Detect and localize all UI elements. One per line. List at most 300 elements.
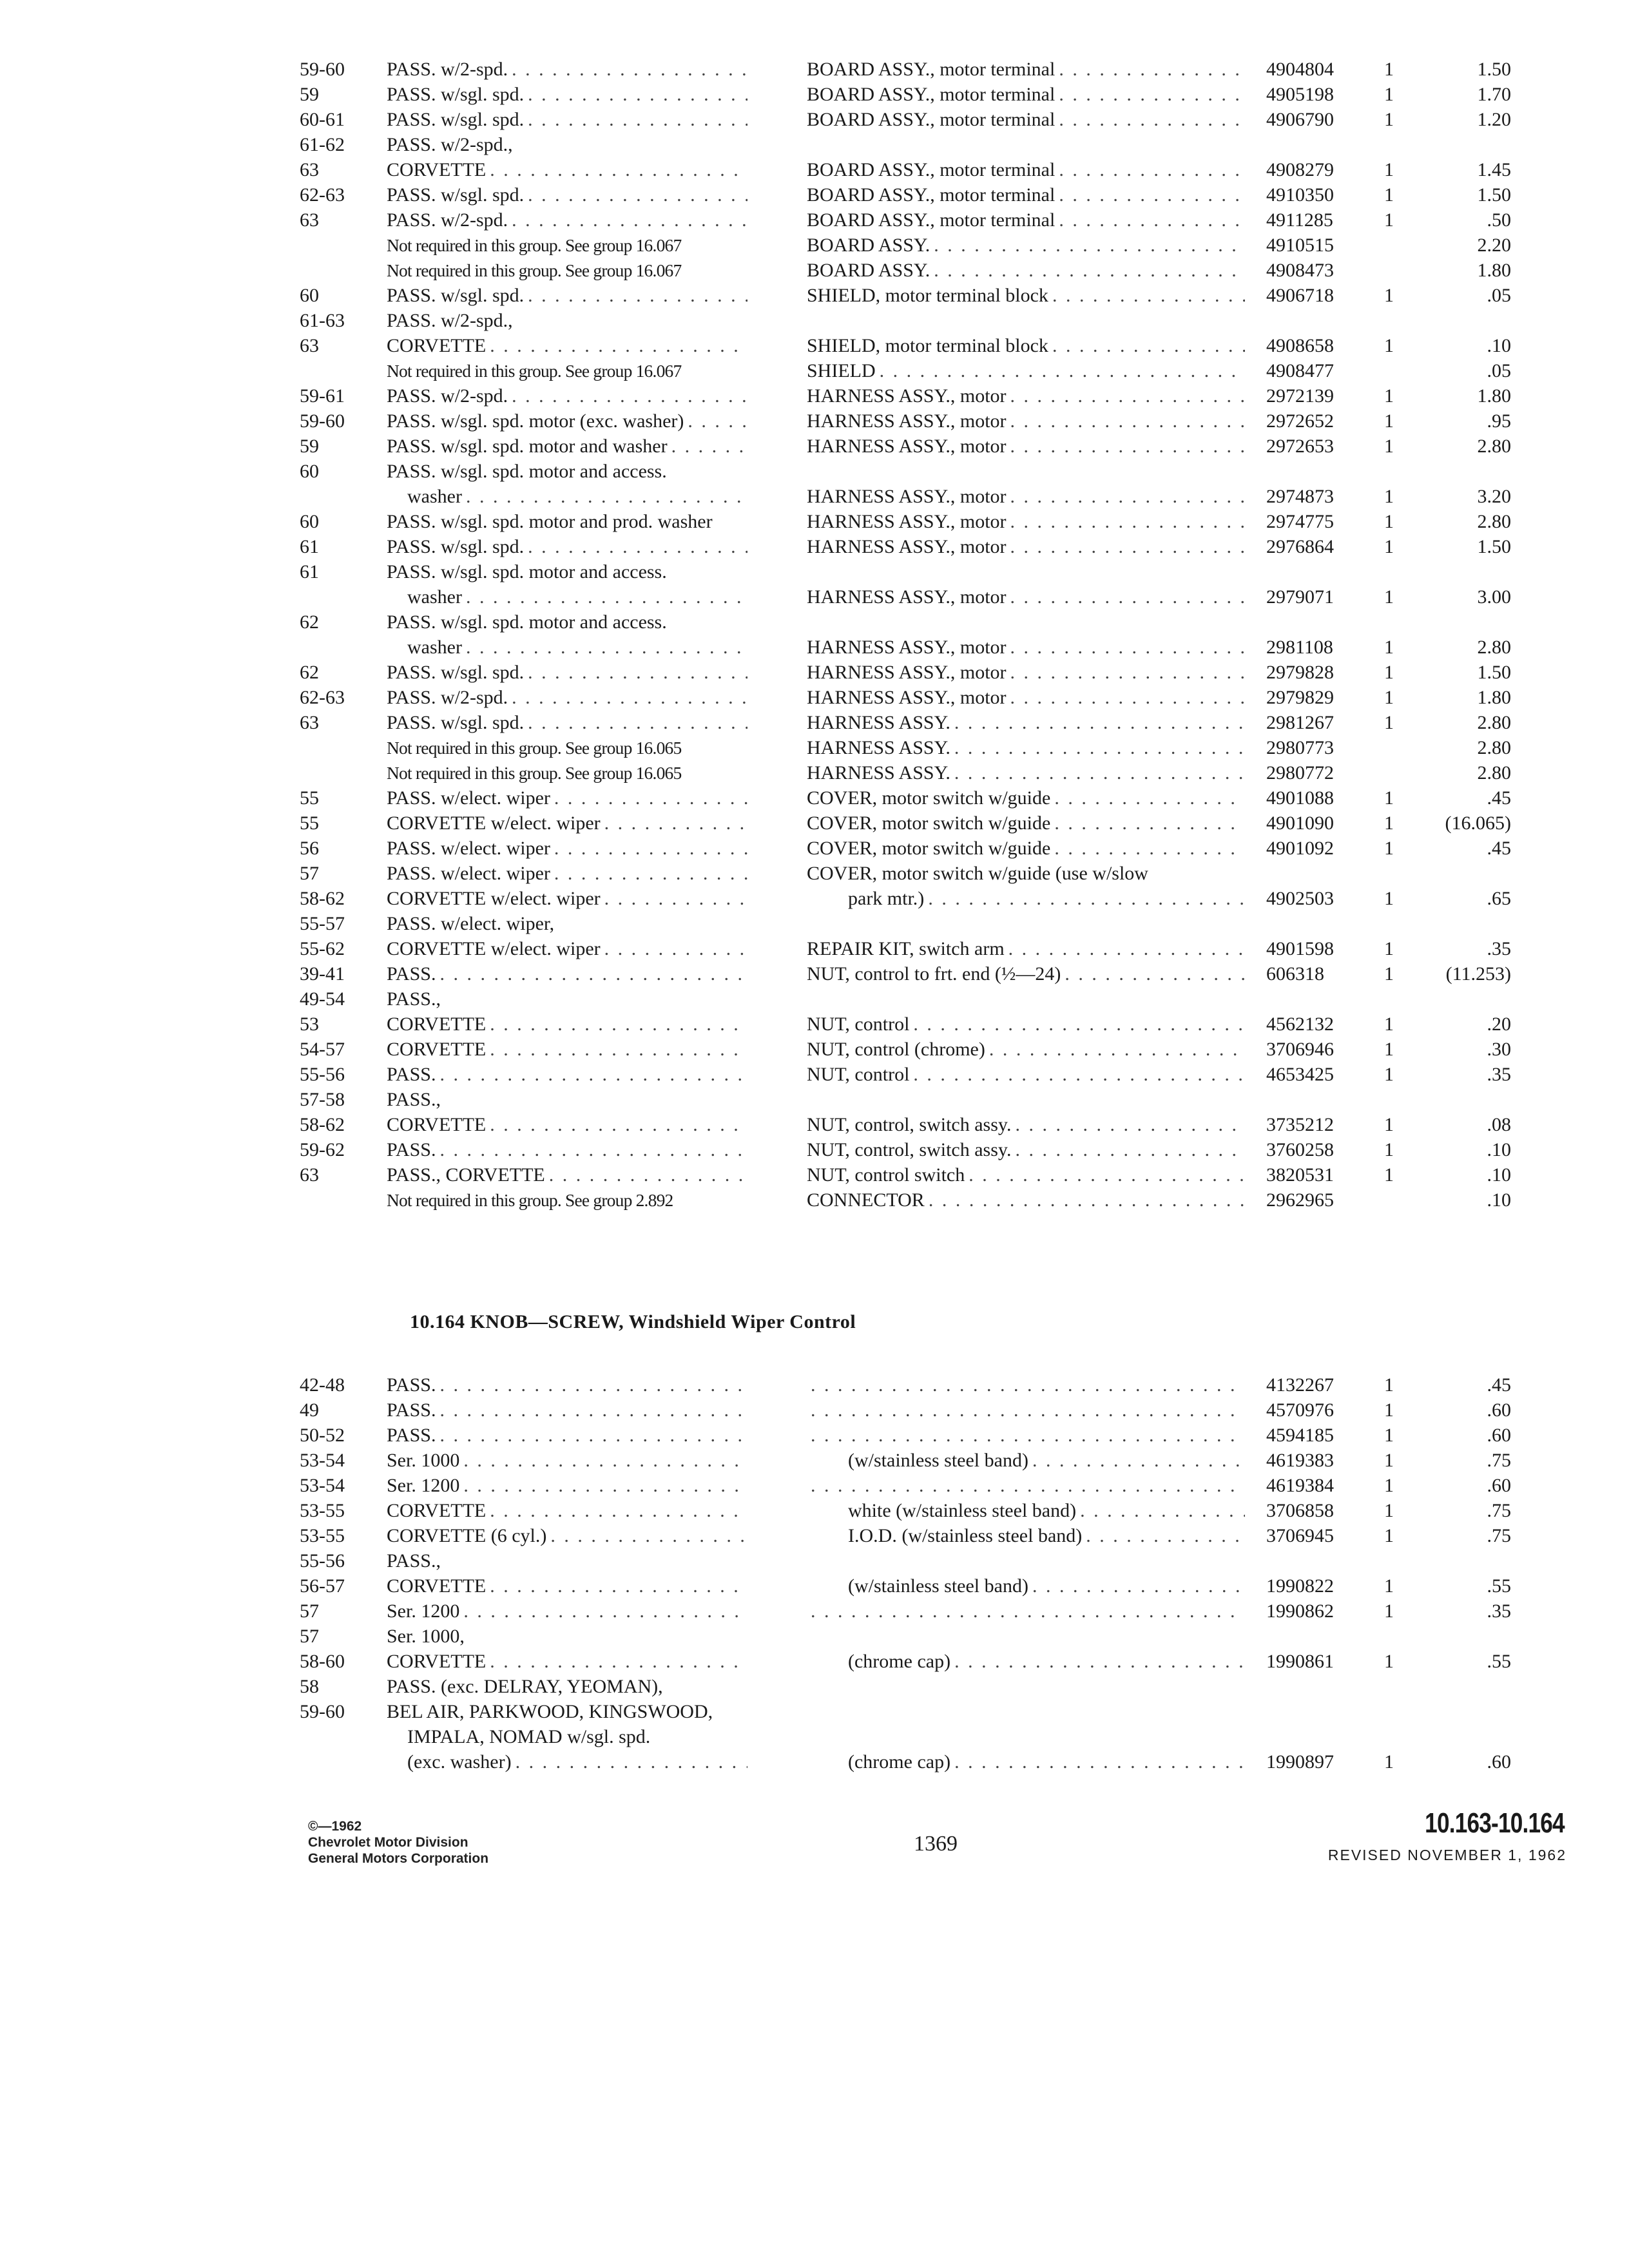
model-cell bbox=[387, 1599, 747, 1624]
dot-leader bbox=[925, 1187, 1245, 1213]
part-number-cell-text: 4901598 bbox=[1266, 938, 1334, 959]
price-cell-text: (16.065) bbox=[1445, 812, 1511, 834]
part-number-cell bbox=[1266, 258, 1350, 283]
dot-leader bbox=[950, 1649, 1245, 1674]
dot-leader bbox=[909, 1062, 1245, 1087]
description-cell bbox=[807, 936, 1245, 961]
part-number-cell-text: 4132267 bbox=[1266, 1374, 1334, 1396]
quantity-cell bbox=[1384, 107, 1410, 132]
description-cell-text: NUT, control to frt. end (½—24) bbox=[807, 963, 1061, 985]
part-number-cell-text: 2972653 bbox=[1266, 436, 1334, 457]
dot-leader bbox=[807, 1473, 1245, 1498]
year-cell bbox=[300, 610, 383, 635]
price-cell bbox=[1421, 811, 1511, 836]
description-cell-text: (chrome cap) bbox=[848, 1751, 951, 1773]
year-cell bbox=[300, 207, 383, 233]
dot-leader bbox=[508, 383, 747, 408]
table-row bbox=[300, 886, 1511, 911]
quantity-cell-text: 1 bbox=[1384, 436, 1394, 457]
model-cell bbox=[387, 559, 747, 584]
quantity-cell-text: 1 bbox=[1384, 1450, 1394, 1471]
dot-leader bbox=[508, 685, 747, 710]
quantity-cell-text: 1 bbox=[1384, 662, 1394, 683]
part-number-cell-text: 4911285 bbox=[1266, 209, 1333, 231]
part-number-cell-text: 3735212 bbox=[1266, 1114, 1334, 1135]
model-cell bbox=[387, 383, 747, 408]
description-cell bbox=[807, 484, 1245, 509]
parts-table-lower bbox=[300, 1372, 1511, 1774]
table-row bbox=[300, 610, 1511, 635]
model-cell bbox=[387, 1162, 747, 1187]
model-cell-text: CORVETTE bbox=[387, 1651, 487, 1672]
model-cell bbox=[387, 1062, 747, 1087]
price-cell-text: .05 bbox=[1487, 285, 1511, 306]
year-cell-text: 63 bbox=[300, 335, 319, 356]
year-cell-text: 61-62 bbox=[300, 134, 345, 155]
quantity-cell-text: 1 bbox=[1384, 888, 1394, 909]
model-cell bbox=[387, 1498, 747, 1523]
quantity-cell bbox=[1384, 509, 1410, 534]
quantity-cell bbox=[1384, 1137, 1410, 1162]
year-cell bbox=[300, 1624, 383, 1649]
description-cell-text: (w/stainless steel band) bbox=[848, 1450, 1028, 1471]
description-cell bbox=[807, 1473, 1245, 1498]
quantity-cell bbox=[1384, 936, 1410, 961]
quantity-cell bbox=[1384, 710, 1410, 735]
model-cell-text: PASS. w/elect. wiper bbox=[387, 863, 550, 884]
year-cell bbox=[300, 1037, 383, 1062]
part-number-cell bbox=[1266, 710, 1350, 735]
year-cell-text: 58-62 bbox=[300, 888, 345, 909]
part-number-cell-text: 4910515 bbox=[1266, 235, 1334, 256]
description-cell bbox=[807, 1137, 1245, 1162]
part-number-cell-text: 1990862 bbox=[1266, 1600, 1334, 1622]
table-row bbox=[300, 1699, 1511, 1724]
dot-leader bbox=[1028, 1573, 1245, 1599]
dot-leader bbox=[1007, 635, 1245, 660]
model-cell-text: PASS. w/sgl. spd. bbox=[387, 109, 525, 130]
year-cell-text: 56-57 bbox=[300, 1575, 345, 1597]
dot-leader bbox=[1055, 82, 1245, 107]
model-cell bbox=[387, 735, 747, 760]
price-cell bbox=[1421, 1448, 1511, 1473]
price-cell-text: 1.70 bbox=[1477, 84, 1511, 105]
part-number-cell bbox=[1266, 1749, 1350, 1774]
quantity-cell-text: 1 bbox=[1384, 536, 1394, 557]
quantity-cell bbox=[1384, 811, 1410, 836]
model-cell-text: PASS. w/sgl. spd. motor and access. bbox=[387, 611, 667, 633]
model-cell bbox=[387, 233, 747, 258]
quantity-cell bbox=[1384, 1398, 1410, 1423]
quantity-cell bbox=[1384, 785, 1410, 811]
model-cell-text: CORVETTE bbox=[387, 1039, 487, 1060]
price-cell-text: .55 bbox=[1487, 1575, 1511, 1597]
year-cell bbox=[300, 308, 383, 333]
year-cell-text: 56 bbox=[300, 838, 319, 859]
table-row bbox=[300, 785, 1511, 811]
model-cell bbox=[387, 57, 747, 82]
description-cell-text: (w/stainless steel band) bbox=[848, 1575, 1028, 1597]
model-cell bbox=[387, 1724, 747, 1749]
dot-leader bbox=[1007, 584, 1245, 610]
part-number-cell-text: 4906790 bbox=[1266, 109, 1334, 130]
dot-leader bbox=[876, 358, 1245, 383]
part-number-cell-text: 4901088 bbox=[1266, 787, 1334, 809]
part-number-cell-text: 606318 bbox=[1266, 963, 1324, 985]
dot-leader bbox=[486, 1649, 747, 1674]
part-number-cell bbox=[1266, 685, 1350, 710]
year-cell bbox=[300, 1548, 383, 1573]
price-cell-text: 1.20 bbox=[1477, 109, 1511, 130]
corporation-name: General Motors Corporation bbox=[308, 1851, 489, 1866]
dot-leader bbox=[486, 1498, 747, 1523]
model-cell-text: BEL AIR, PARKWOOD, KINGSWOOD, bbox=[387, 1701, 713, 1722]
model-cell-text: CORVETTE bbox=[387, 1575, 487, 1597]
dot-leader bbox=[436, 961, 747, 986]
quantity-cell-text: 1 bbox=[1384, 586, 1394, 608]
table-row bbox=[300, 333, 1511, 358]
price-cell bbox=[1421, 1423, 1511, 1448]
part-number-cell bbox=[1266, 635, 1350, 660]
year-cell-text: 59 bbox=[300, 436, 319, 457]
year-cell-text: 60 bbox=[300, 461, 319, 482]
model-cell-text: Not required in this group. See group 16.067 bbox=[387, 361, 682, 381]
description-cell bbox=[807, 584, 1245, 610]
part-number-cell bbox=[1266, 107, 1350, 132]
description-cell bbox=[807, 1649, 1245, 1674]
quantity-cell bbox=[1384, 1649, 1410, 1674]
dot-leader bbox=[462, 635, 747, 660]
quantity-cell-text: 1 bbox=[1384, 59, 1394, 80]
price-cell bbox=[1421, 107, 1511, 132]
description-cell bbox=[807, 1037, 1245, 1062]
dot-leader bbox=[950, 1749, 1245, 1774]
quantity-cell-text: 1 bbox=[1384, 486, 1394, 507]
price-cell-text: .30 bbox=[1487, 1039, 1511, 1060]
model-cell bbox=[387, 961, 747, 986]
model-cell bbox=[387, 283, 747, 308]
quantity-cell bbox=[1384, 1372, 1410, 1398]
price-cell bbox=[1421, 685, 1511, 710]
part-number-cell bbox=[1266, 434, 1350, 459]
model-cell bbox=[387, 1398, 747, 1423]
part-number-cell-text: 4570976 bbox=[1266, 1399, 1334, 1421]
model-cell-text: CORVETTE w/elect. wiper bbox=[387, 938, 601, 959]
model-cell bbox=[387, 1573, 747, 1599]
dot-leader bbox=[1050, 785, 1245, 811]
model-cell bbox=[387, 258, 747, 283]
table-row bbox=[300, 836, 1511, 861]
model-cell-text: PASS., bbox=[387, 1089, 441, 1110]
price-cell bbox=[1421, 207, 1511, 233]
model-cell-text: Ser. 1200 bbox=[387, 1475, 460, 1496]
description-cell bbox=[807, 710, 1245, 735]
year-cell-text: 58 bbox=[300, 1676, 319, 1697]
model-cell-text: Not required in this group. See group 16.065 bbox=[387, 763, 682, 783]
description-cell-text: BOARD ASSY., motor terminal bbox=[807, 184, 1055, 206]
description-cell bbox=[807, 635, 1245, 660]
description-cell-text: SHIELD, motor terminal block bbox=[807, 285, 1048, 306]
dot-leader bbox=[1082, 1523, 1245, 1548]
part-number-cell bbox=[1266, 660, 1350, 685]
year-cell-text: 63 bbox=[300, 1164, 319, 1186]
part-number-cell-text: 4562132 bbox=[1266, 1014, 1334, 1035]
model-cell-text: PASS. bbox=[387, 1374, 436, 1396]
model-cell bbox=[387, 660, 747, 685]
quantity-cell-text: 1 bbox=[1384, 159, 1394, 180]
quantity-cell-text: 1 bbox=[1384, 335, 1394, 356]
model-cell bbox=[387, 132, 747, 157]
model-cell bbox=[387, 836, 747, 861]
price-cell bbox=[1421, 1112, 1511, 1137]
year-cell bbox=[300, 660, 383, 685]
description-cell bbox=[807, 258, 1245, 283]
table-row bbox=[300, 861, 1511, 886]
year-cell bbox=[300, 1473, 383, 1498]
description-cell bbox=[807, 233, 1245, 258]
table-row bbox=[300, 233, 1511, 258]
model-cell bbox=[387, 1423, 747, 1448]
dot-leader bbox=[1055, 207, 1245, 233]
dot-leader bbox=[545, 1162, 747, 1187]
part-number-cell bbox=[1266, 1448, 1350, 1473]
description-cell bbox=[807, 836, 1245, 861]
quantity-cell-text: 1 bbox=[1384, 184, 1394, 206]
model-cell-text: Not required in this group. See group 16.067 bbox=[387, 235, 682, 255]
price-cell bbox=[1421, 1599, 1511, 1624]
price-cell bbox=[1421, 233, 1511, 258]
price-cell-text: 1.80 bbox=[1477, 260, 1511, 281]
model-cell-text: PASS. w/sgl. spd. motor (exc. washer) bbox=[387, 410, 684, 432]
model-cell bbox=[387, 584, 747, 610]
dot-leader bbox=[1007, 509, 1245, 534]
part-number-cell bbox=[1266, 157, 1350, 182]
dot-leader bbox=[436, 1423, 747, 1448]
price-cell bbox=[1421, 584, 1511, 610]
dot-leader bbox=[1048, 333, 1245, 358]
table-row bbox=[300, 760, 1511, 785]
price-cell bbox=[1421, 1473, 1511, 1498]
year-cell-text: 59-62 bbox=[300, 1139, 345, 1160]
price-cell bbox=[1421, 1187, 1511, 1213]
quantity-cell-text: 1 bbox=[1384, 1114, 1394, 1135]
part-number-cell bbox=[1266, 1137, 1350, 1162]
model-cell bbox=[387, 1137, 747, 1162]
model-cell bbox=[387, 408, 747, 434]
price-cell-text: .60 bbox=[1487, 1751, 1511, 1773]
table-row bbox=[300, 484, 1511, 509]
year-cell bbox=[300, 383, 383, 408]
dot-leader bbox=[550, 785, 747, 811]
quantity-cell bbox=[1384, 283, 1410, 308]
dot-leader bbox=[601, 936, 747, 961]
description-cell bbox=[807, 1398, 1245, 1423]
year-cell-text: 62 bbox=[300, 662, 319, 683]
part-number-cell bbox=[1266, 961, 1350, 986]
year-cell bbox=[300, 459, 383, 484]
table-row bbox=[300, 1187, 1511, 1213]
description-cell bbox=[807, 157, 1245, 182]
price-cell-text: .10 bbox=[1487, 1164, 1511, 1186]
part-number-cell bbox=[1266, 182, 1350, 207]
model-cell-text: washer bbox=[407, 486, 462, 507]
table-row bbox=[300, 936, 1511, 961]
dot-leader bbox=[924, 886, 1245, 911]
dot-leader bbox=[436, 1398, 747, 1423]
revised-date: REVISED NOVEMBER 1, 1962 bbox=[1327, 1847, 1566, 1863]
part-number-cell bbox=[1266, 886, 1350, 911]
model-cell bbox=[387, 1548, 747, 1573]
year-cell bbox=[300, 333, 383, 358]
quantity-cell-text: 1 bbox=[1384, 1039, 1394, 1060]
model-cell bbox=[387, 157, 747, 182]
part-number-cell-text: 4902503 bbox=[1266, 888, 1334, 909]
year-cell-text: 49 bbox=[300, 1399, 319, 1421]
model-cell bbox=[387, 760, 747, 785]
description-cell-text: BOARD ASSY., motor terminal bbox=[807, 159, 1055, 180]
year-cell-text: 62-63 bbox=[300, 184, 345, 206]
part-number-cell bbox=[1266, 283, 1350, 308]
table-row bbox=[300, 57, 1511, 82]
model-cell bbox=[387, 358, 747, 383]
dot-leader bbox=[508, 57, 747, 82]
part-number-cell-text: 3706946 bbox=[1266, 1039, 1334, 1060]
part-number-cell-text: 3706858 bbox=[1266, 1500, 1334, 1521]
year-cell bbox=[300, 685, 383, 710]
dot-leader bbox=[1055, 107, 1245, 132]
price-cell bbox=[1421, 57, 1511, 82]
model-cell-text: PASS. w/elect. wiper bbox=[387, 787, 550, 809]
price-cell-text: .60 bbox=[1487, 1399, 1511, 1421]
dot-leader bbox=[985, 1037, 1245, 1062]
year-cell bbox=[300, 1112, 383, 1137]
table-row bbox=[300, 811, 1511, 836]
quantity-cell-text: 1 bbox=[1384, 1500, 1394, 1521]
model-cell-text: CORVETTE bbox=[387, 1114, 487, 1135]
price-cell-text: .10 bbox=[1487, 335, 1511, 356]
dot-leader bbox=[807, 1398, 1245, 1423]
quantity-cell bbox=[1384, 886, 1410, 911]
description-cell-text: BOARD ASSY., motor terminal bbox=[807, 109, 1055, 130]
dot-leader bbox=[524, 182, 747, 207]
description-cell bbox=[807, 358, 1245, 383]
part-number-cell-text: 2981108 bbox=[1266, 637, 1333, 658]
part-number-cell bbox=[1266, 1473, 1350, 1498]
price-cell bbox=[1421, 283, 1511, 308]
model-cell-text: PASS. w/2-spd., bbox=[387, 134, 513, 155]
description-cell-text: HARNESS ASSY. bbox=[807, 712, 950, 733]
quantity-cell bbox=[1384, 635, 1410, 660]
description-cell bbox=[807, 1372, 1245, 1398]
model-cell bbox=[387, 434, 747, 459]
part-number-cell-text: 3706945 bbox=[1266, 1525, 1334, 1546]
price-cell bbox=[1421, 1062, 1511, 1087]
price-cell-text: .08 bbox=[1487, 1114, 1511, 1135]
dot-leader bbox=[1007, 434, 1245, 459]
dot-leader bbox=[684, 408, 747, 434]
year-cell-text: 53-55 bbox=[300, 1525, 345, 1546]
dot-leader bbox=[1055, 157, 1245, 182]
table-row bbox=[300, 660, 1511, 685]
price-cell-text: 2.80 bbox=[1477, 712, 1511, 733]
part-number-cell bbox=[1266, 760, 1350, 785]
part-number-cell-text: 1990822 bbox=[1266, 1575, 1334, 1597]
model-cell-text: PASS. w/sgl. spd. bbox=[387, 84, 525, 105]
model-cell-text: PASS. w/sgl. spd. motor and washer bbox=[387, 436, 668, 457]
dot-leader bbox=[436, 1372, 747, 1398]
price-cell-text: .35 bbox=[1487, 1600, 1511, 1622]
dot-leader bbox=[1011, 1137, 1245, 1162]
price-cell bbox=[1421, 886, 1511, 911]
year-cell-text: 62-63 bbox=[300, 687, 345, 708]
model-cell-text: PASS. w/sgl. spd. motor and prod. washer bbox=[387, 511, 713, 532]
table-row bbox=[300, 1062, 1511, 1087]
description-cell-text: HARNESS ASSY., motor bbox=[807, 586, 1007, 608]
part-number-cell bbox=[1266, 333, 1350, 358]
year-cell-text: 63 bbox=[300, 159, 319, 180]
quantity-cell bbox=[1384, 1423, 1410, 1448]
quantity-cell-text: 1 bbox=[1384, 109, 1394, 130]
part-number-cell bbox=[1266, 584, 1350, 610]
quantity-cell-text: 1 bbox=[1384, 84, 1394, 105]
quantity-cell bbox=[1384, 1112, 1410, 1137]
part-number-cell-text: 2979828 bbox=[1266, 662, 1334, 683]
table-row bbox=[300, 710, 1511, 735]
table-row bbox=[300, 584, 1511, 610]
quantity-cell-text: 1 bbox=[1384, 787, 1394, 809]
part-number-cell bbox=[1266, 233, 1350, 258]
part-number-cell bbox=[1266, 383, 1350, 408]
description-cell bbox=[807, 534, 1245, 559]
year-cell bbox=[300, 283, 383, 308]
description-cell bbox=[807, 1448, 1245, 1473]
quantity-cell bbox=[1384, 207, 1410, 233]
table-row bbox=[300, 1112, 1511, 1137]
dot-leader bbox=[459, 1599, 747, 1624]
price-cell-text: .75 bbox=[1487, 1450, 1511, 1471]
part-number-cell bbox=[1266, 811, 1350, 836]
dot-leader bbox=[807, 1599, 1245, 1624]
quantity-cell bbox=[1384, 1062, 1410, 1087]
quantity-cell-text: 1 bbox=[1384, 1475, 1394, 1496]
model-cell-text: PASS. bbox=[387, 963, 436, 985]
model-cell bbox=[387, 1523, 747, 1548]
price-cell bbox=[1421, 1037, 1511, 1062]
price-cell bbox=[1421, 82, 1511, 107]
description-cell-text: BOARD ASSY. bbox=[807, 235, 930, 256]
part-number-cell bbox=[1266, 484, 1350, 509]
table-row bbox=[300, 258, 1511, 283]
dot-leader bbox=[807, 1423, 1245, 1448]
part-number-cell bbox=[1266, 82, 1350, 107]
quantity-cell-text: 1 bbox=[1384, 1425, 1394, 1446]
description-cell-text: NUT, control bbox=[807, 1064, 910, 1085]
dot-leader bbox=[524, 710, 747, 735]
quantity-cell bbox=[1384, 408, 1410, 434]
model-cell-text: PASS. bbox=[387, 1139, 436, 1160]
price-cell-text: .60 bbox=[1487, 1425, 1511, 1446]
year-cell-text: 42-48 bbox=[300, 1374, 345, 1396]
model-cell-text: PASS. w/sgl. spd. bbox=[387, 536, 525, 557]
part-number-cell-text: 4905198 bbox=[1266, 84, 1334, 105]
model-cell-text: CORVETTE bbox=[387, 1014, 487, 1035]
year-cell-text: 59-60 bbox=[300, 1701, 345, 1722]
year-cell-text: 63 bbox=[300, 712, 319, 733]
year-cell-text: 55-56 bbox=[300, 1550, 345, 1571]
price-cell-text: .10 bbox=[1487, 1189, 1511, 1211]
model-cell-text: PASS. w/elect. wiper, bbox=[387, 913, 555, 934]
table-row bbox=[300, 559, 1511, 584]
